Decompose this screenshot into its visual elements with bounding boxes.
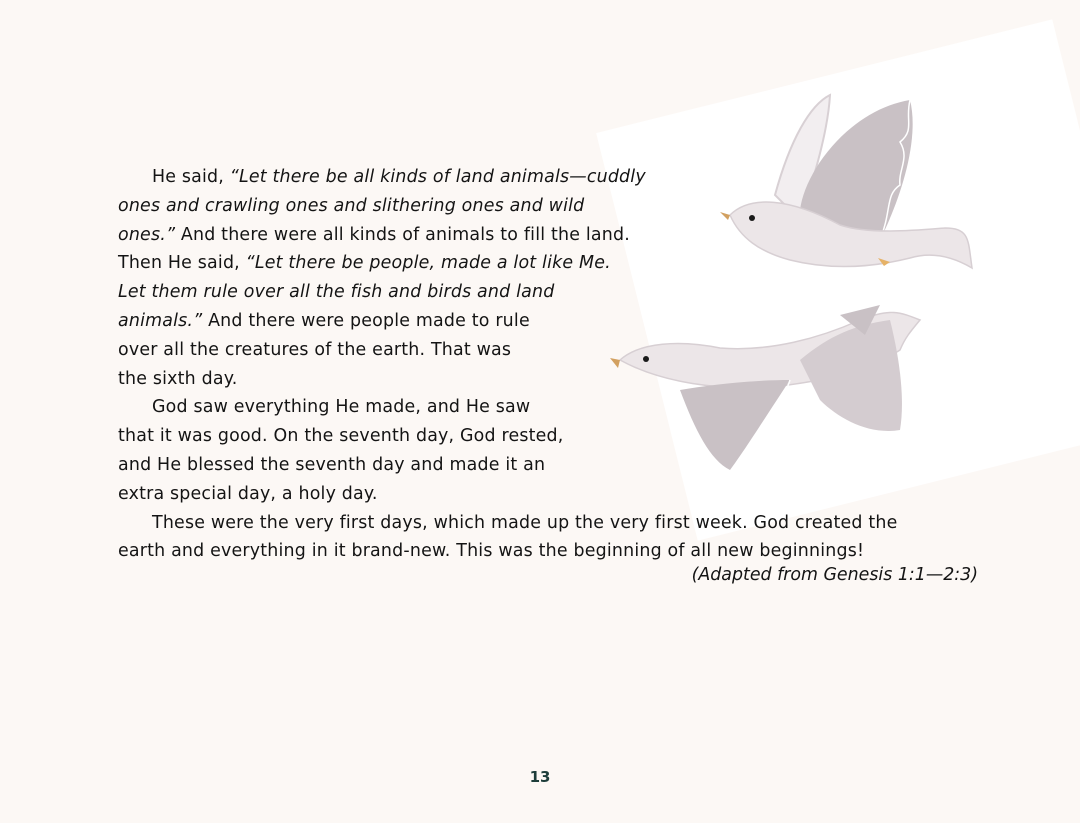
text-line: God saw everything He made, and He saw: [152, 397, 531, 418]
story-text: [118, 163, 988, 566]
text-line: Then He said, “Let there be people, made a lot like Me.: [118, 253, 611, 274]
text-line: animals.” And there were people made to rule: [118, 310, 530, 331]
text-line: Let them rule over all the fish and birds and land: [118, 282, 555, 303]
text-line: and He blessed the seventh day and made it an: [118, 454, 546, 475]
text-line: over all the creatures of the earth. That was: [118, 339, 512, 360]
text-line: He said, “Let there be all kinds of land animals—cuddly: [152, 167, 646, 187]
text-line: ones and crawling ones and slithering ones and wild: [118, 195, 585, 216]
text-line: ones.” And there were all kinds of animals to fill the land.: [118, 224, 630, 245]
text-line: earth and everything in it brand-new. This was the beginning of all new beginnings!: [118, 541, 865, 562]
text-line: extra special day, a holy day.: [118, 483, 378, 504]
scripture-citation: (Adapted from Genesis 1:1—2:3): [691, 565, 978, 585]
text-line: that it was good. On the seventh day, God rested,: [118, 426, 564, 447]
page-number: 13: [529, 768, 551, 786]
text-line: These were the very first days, which made up the very first week. God created the: [152, 512, 898, 533]
text-line: the sixth day.: [118, 368, 238, 389]
